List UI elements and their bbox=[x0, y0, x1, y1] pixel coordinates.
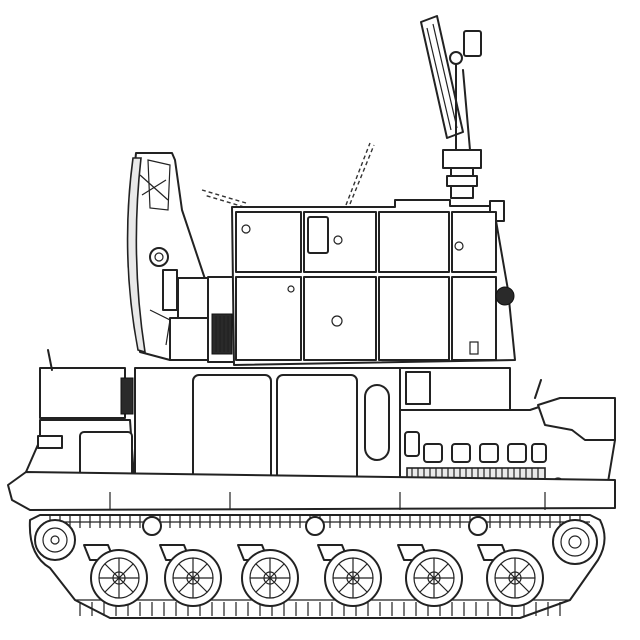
drive-sprocket bbox=[553, 520, 597, 564]
road-wheel bbox=[242, 550, 298, 606]
turret bbox=[208, 200, 515, 365]
track-links-bottom bbox=[80, 602, 560, 616]
idler-wheel bbox=[35, 520, 75, 560]
road-wheel bbox=[165, 550, 221, 606]
whip-antennas bbox=[202, 143, 374, 207]
road-wheel bbox=[325, 550, 381, 606]
road-wheel bbox=[91, 550, 147, 606]
tracking-radar-dish bbox=[128, 153, 210, 360]
road-wheel bbox=[406, 550, 462, 606]
road-wheel bbox=[487, 550, 543, 606]
search-radar-antenna bbox=[421, 16, 481, 198]
track bbox=[30, 515, 605, 618]
hull bbox=[8, 350, 615, 510]
